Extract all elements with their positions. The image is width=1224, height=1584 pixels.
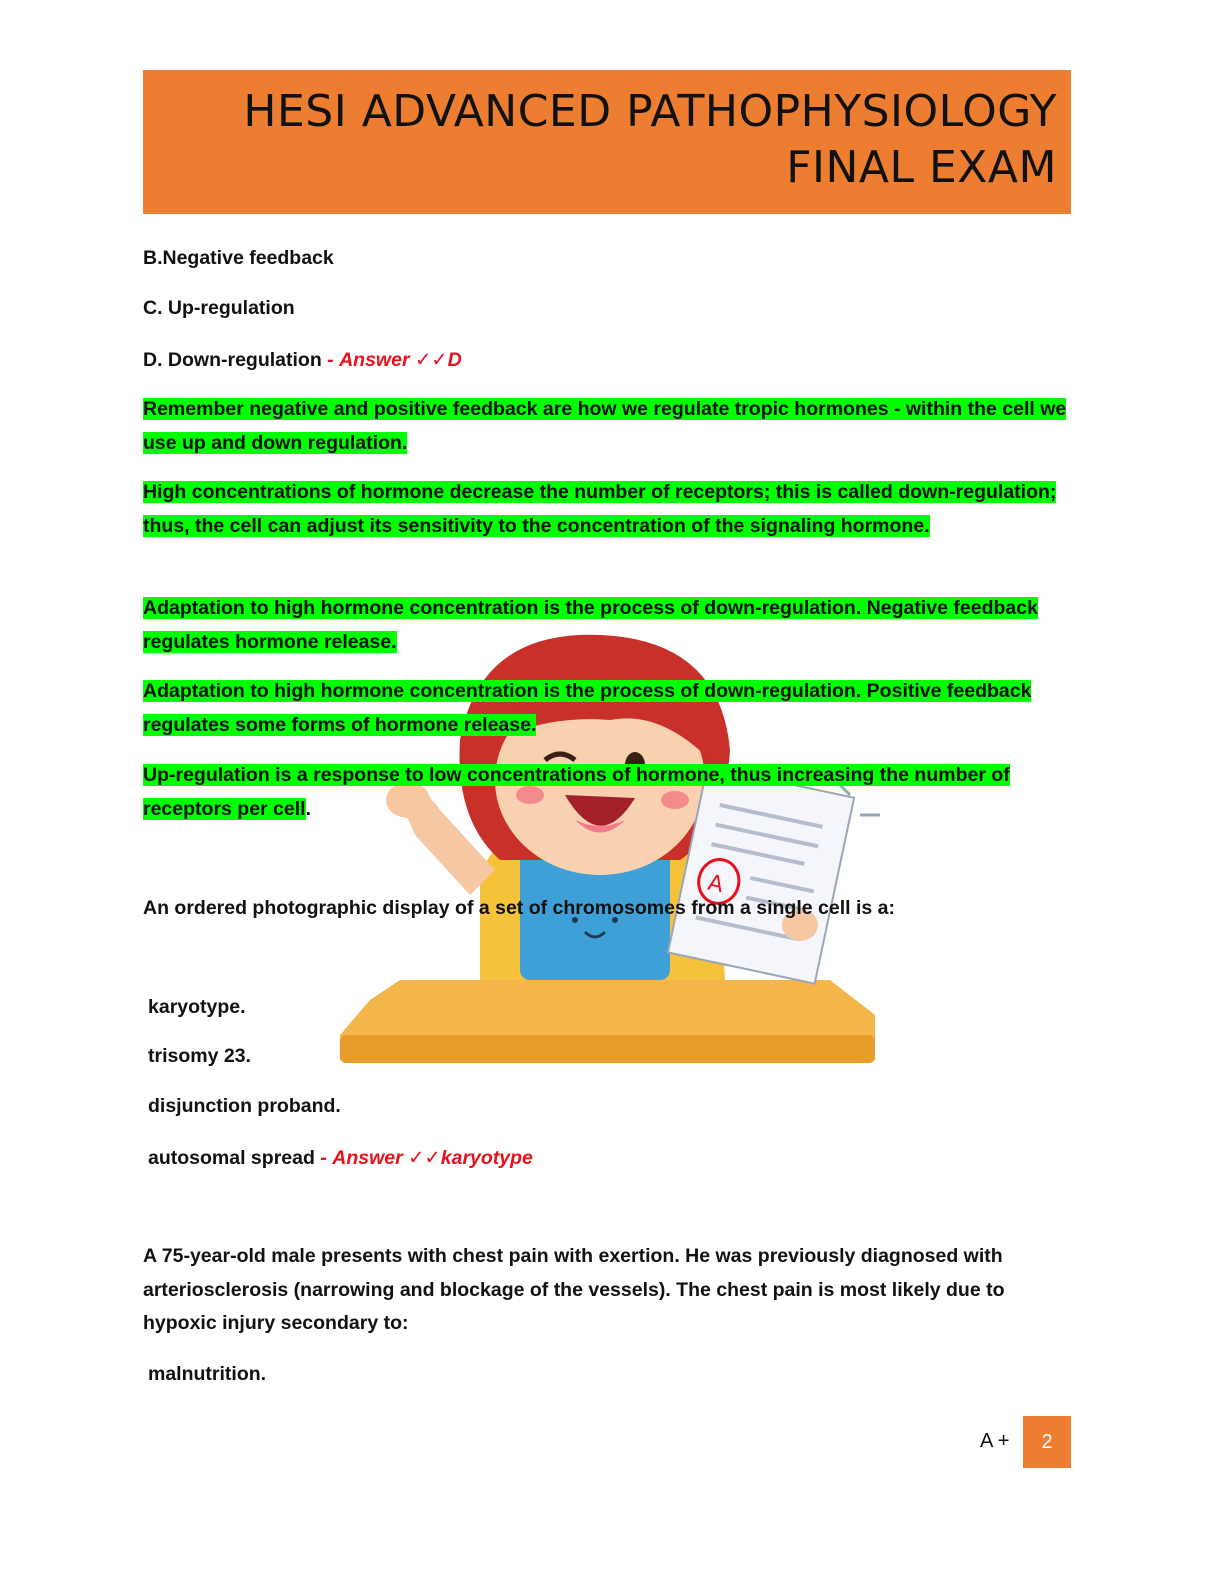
q2-option: karyotype. xyxy=(148,996,246,1018)
explanation-paragraph xyxy=(143,675,1073,742)
q3-question: A 75-year-old male presents with chest pain with exertion. He was previously diagnosed with arteriosclerosis (narrowing and blockage of the vessels). The chest pain is most likely due to hypoxic injury secondary to: xyxy=(143,1245,1005,1334)
q2-option: disjunction proband. xyxy=(148,1095,341,1117)
q2-option: autosomal spread xyxy=(148,1147,315,1169)
q2-answer: Answer ✓✓karyotype xyxy=(332,1147,533,1169)
explanation-text: Remember negative and positive feedback are how we regulate tropic hormones - within the cell we use up and down regulation. xyxy=(143,398,1067,454)
q1-option-d: D. Down-regulation xyxy=(143,349,322,371)
q2-option: trisomy 23. xyxy=(148,1045,251,1067)
header-banner xyxy=(143,70,1071,214)
q2-option-answer-line xyxy=(148,1145,533,1171)
q1-answer-dash: - xyxy=(321,349,340,371)
explanation-text: Adaptation to high hormone concentration is the process of down-regulation. Positive feedback regulates some forms of hormone release. xyxy=(143,680,1032,736)
explanation-paragraph xyxy=(143,393,1073,460)
q1-option-c: C. Up-regulation xyxy=(143,297,295,319)
footer-label: A + xyxy=(980,1430,1010,1452)
explanation-paragraph xyxy=(143,759,1073,826)
q1-option-d-line xyxy=(143,347,462,373)
q2-question: An ordered photographic display of a set of chromosomes from a single cell is a: xyxy=(143,897,895,919)
q3-option: malnutrition. xyxy=(148,1363,267,1385)
explanation-tail: . xyxy=(305,797,312,820)
header-title-line1: HESI ADVANCED PATHOPHYSIOLOGY xyxy=(243,86,1057,137)
page-number: 2 xyxy=(1023,1416,1071,1468)
header-title-line2: FINAL EXAM xyxy=(786,142,1057,193)
q2-answer-dash: - xyxy=(314,1147,333,1169)
explanation-text: Adaptation to high hormone concentration is the process of down-regulation. Negative feedback regulates hormone release. xyxy=(143,597,1038,653)
explanation-paragraph xyxy=(143,476,1073,543)
q1-option-b: B.Negative feedback xyxy=(143,247,334,269)
paper-grade-text: A xyxy=(705,870,726,899)
explanation-text: High concentrations of hormone decrease the number of receptors; this is called down-regulation; thus, the cell can adjust its sensitivity to the concentration of the signaling hormone. xyxy=(143,481,1057,537)
q1-answer: Answer ✓✓D xyxy=(339,349,462,371)
explanation-paragraph xyxy=(143,592,1073,659)
explanation-text: Up-regulation is a response to low concentrations of hormone, thus increasing the number of receptors per cell xyxy=(143,764,1010,820)
